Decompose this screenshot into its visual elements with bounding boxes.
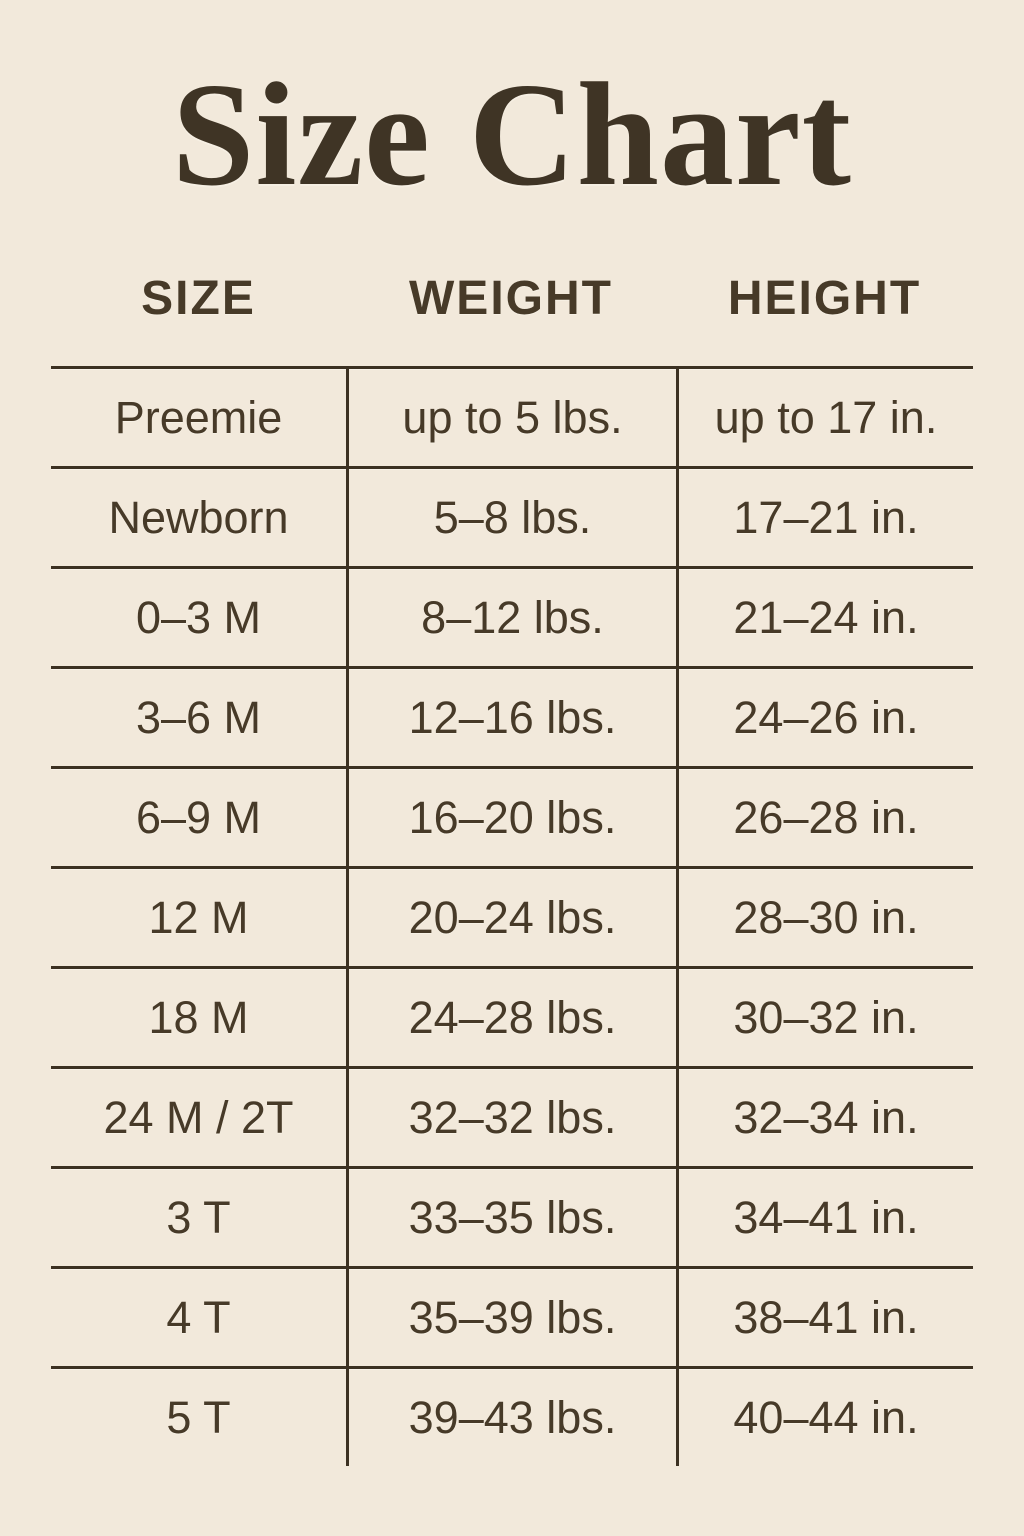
weight-cell: 39–43 lbs. <box>346 1369 676 1466</box>
table-row <box>51 1066 973 1166</box>
table-row <box>51 1366 973 1466</box>
table-body <box>51 366 973 1466</box>
size-cell: 18 M <box>148 991 249 1043</box>
weight-cell: 5–8 lbs. <box>346 469 676 566</box>
height-cell: 26–28 in. <box>676 769 973 866</box>
header-size: SIZE <box>141 272 256 326</box>
size-cell: 6–9 M <box>135 791 262 843</box>
size-cell: 5 T <box>166 1391 231 1443</box>
table-row <box>51 1266 973 1366</box>
page-title: Size Chart <box>172 53 852 217</box>
height-cell: 28–30 in. <box>676 869 973 966</box>
height-cell: 17–21 in. <box>676 469 973 566</box>
weight-cell: 8–12 lbs. <box>346 569 676 666</box>
height-cell: 34–41 in. <box>676 1169 973 1266</box>
height-cell: 32–34 in. <box>676 1069 973 1166</box>
table-header-row <box>51 213 973 366</box>
size-cell: 12 M <box>148 891 249 943</box>
size-cell: 3 T <box>166 1191 231 1243</box>
size-cell: 3–6 M <box>135 691 262 743</box>
height-cell: 21–24 in. <box>676 569 973 666</box>
weight-cell: 24–28 lbs. <box>346 969 676 1066</box>
weight-cell: 20–24 lbs. <box>346 869 676 966</box>
header-weight: WEIGHT <box>409 272 613 326</box>
height-cell: up to 17 in. <box>676 369 973 466</box>
size-cell: 24 M / 2T <box>103 1091 294 1143</box>
table-row <box>51 566 973 666</box>
table-row <box>51 866 973 966</box>
height-cell: 40–44 in. <box>676 1369 973 1466</box>
weight-cell: 32–32 lbs. <box>346 1069 676 1166</box>
size-cell: 4 T <box>166 1291 231 1343</box>
weight-cell: 16–20 lbs. <box>346 769 676 866</box>
table-row <box>51 666 973 766</box>
size-cell: Newborn <box>108 491 289 543</box>
height-cell: 38–41 in. <box>676 1269 973 1366</box>
header-height: HEIGHT <box>727 272 922 326</box>
table-row <box>51 766 973 866</box>
weight-cell: 12–16 lbs. <box>346 669 676 766</box>
table-row <box>51 466 973 566</box>
weight-cell: 33–35 lbs. <box>346 1169 676 1266</box>
table-row <box>51 1166 973 1266</box>
size-cell: Preemie <box>114 391 283 443</box>
height-cell: 24–26 in. <box>676 669 973 766</box>
height-cell: 30–32 in. <box>676 969 973 1066</box>
table-row <box>51 366 973 466</box>
size-cell: 0–3 M <box>135 591 262 643</box>
weight-cell: 35–39 lbs. <box>346 1269 676 1366</box>
table-row <box>51 966 973 1066</box>
weight-cell: up to 5 lbs. <box>346 369 676 466</box>
size-table <box>51 213 973 1466</box>
